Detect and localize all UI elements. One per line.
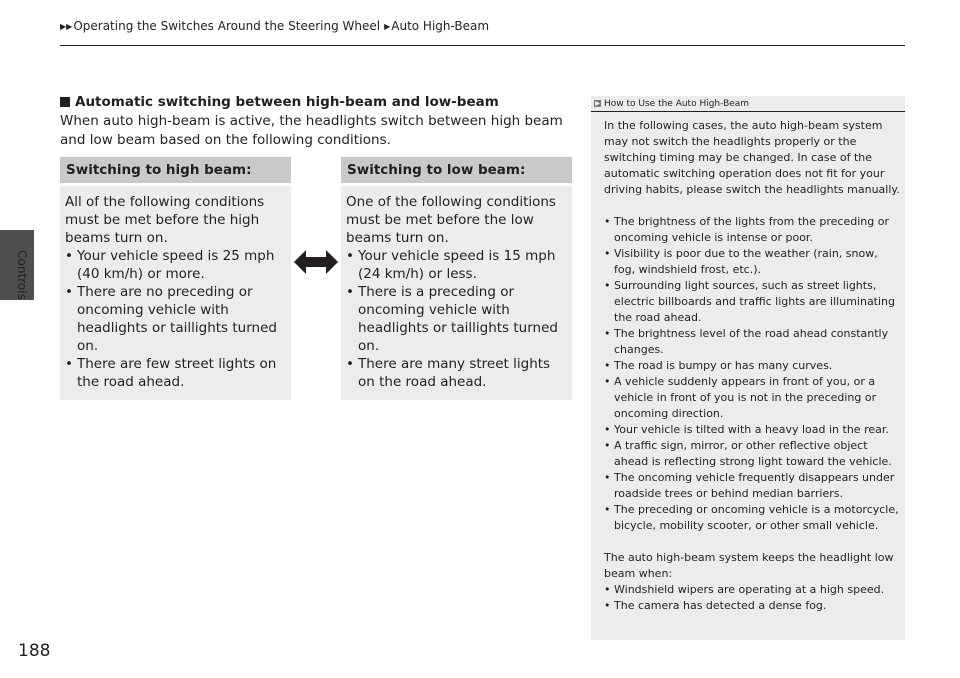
list-item: • Surrounding light sources, such as street lights, electric billboards and traffic lights are illuminating the road ahead. xyxy=(604,278,900,326)
info-low-intro: The auto high-beam system keeps the headlight low beam when: xyxy=(604,551,894,580)
list-item: • The camera has detected a dense fog. xyxy=(604,598,900,614)
info-title: How to Use the Auto High-Beam xyxy=(604,98,750,109)
list-item: • The oncoming vehicle frequently disappears under roadside trees or behind median barriers. xyxy=(604,470,900,502)
info-case-list xyxy=(604,214,900,534)
list-item: • The brightness of the lights from the preceding or oncoming vehicle is intense or poor. xyxy=(604,214,900,246)
list-item: • Visibility is poor due to the weather (rain, snow, fog, windshield frost, etc.). xyxy=(604,246,900,278)
list-item: • The road is bumpy or has many curves. xyxy=(604,358,900,374)
low-beam-conditions xyxy=(341,157,572,400)
breadcrumb-arrow-icon: ▶▶ xyxy=(60,21,73,31)
breadcrumb-page-link[interactable]: Auto High-Beam xyxy=(391,19,490,33)
list-item: • There are no preceding or oncoming vehicle with headlights or taillights turned on. xyxy=(65,283,286,355)
low-beam-list xyxy=(346,247,567,391)
info-title-row[interactable] xyxy=(591,96,905,112)
header-divider xyxy=(60,45,905,46)
high-beam-lead: All of the following conditions must be met before the high beams turn on. xyxy=(65,194,265,246)
info-sidebar xyxy=(591,96,905,640)
high-beam-list xyxy=(65,247,286,391)
breadcrumb xyxy=(60,19,489,33)
list-item: • Windshield wipers are operating at a high speed. xyxy=(604,582,900,598)
list-item: • The preceding or oncoming vehicle is a motorcycle, bicycle, mobility scooter, or other small vehicle. xyxy=(604,502,900,534)
list-item: • There are many street lights on the road ahead. xyxy=(346,355,567,391)
breadcrumb-arrow-icon: ▶ xyxy=(384,21,391,31)
list-item: • A vehicle suddenly appears in front of you, or a vehicle in front of you is not in the preceding or oncoming direction. xyxy=(604,374,900,422)
high-beam-conditions xyxy=(60,157,291,400)
breadcrumb-section-link[interactable]: Operating the Switches Around the Steering Wheel xyxy=(73,19,381,33)
list-item: • Your vehicle speed is 15 mph (24 km/h) or less. xyxy=(346,247,567,283)
list-item: • A traffic sign, mirror, or other reflective object ahead is reflecting strong light toward the vehicle. xyxy=(604,438,900,470)
info-paragraph: In the following cases, the auto high-beam system may not switch the headlights properly or the switching timing may be changed. In case of the automatic switching operation does not fit for your driving habits, please switch the headlights manually. xyxy=(604,119,900,196)
page-number: 188 xyxy=(18,641,51,661)
reference-icon: ▶ xyxy=(595,100,600,107)
high-beam-body xyxy=(60,186,291,400)
section-intro: When auto high-beam is active, the headlights switch between high beam and low beam based on the following conditions. xyxy=(60,113,563,148)
list-item: • Your vehicle speed is 25 mph (40 km/h) or more. xyxy=(65,247,286,283)
section-title-text: Automatic switching between high-beam and low-beam xyxy=(75,94,499,110)
low-beam-lead: One of the following conditions must be met before the low beams turn on. xyxy=(346,194,556,246)
section-title xyxy=(60,94,499,110)
double-arrow-icon xyxy=(294,249,338,275)
chapter-tab-label: Controls xyxy=(15,250,29,300)
list-item: • Your vehicle is tilted with a heavy load in the rear. xyxy=(604,422,900,438)
low-beam-header: Switching to low beam: xyxy=(341,157,572,183)
info-low-list xyxy=(604,582,900,614)
square-bullet-icon xyxy=(60,97,70,107)
low-beam-body xyxy=(341,186,572,400)
info-content xyxy=(604,118,900,614)
list-item: • The brightness level of the road ahead constantly changes. xyxy=(604,326,900,358)
list-item: • There are few street lights on the road ahead. xyxy=(65,355,286,391)
list-item: • There is a preceding or oncoming vehicle with headlights or taillights turned on. xyxy=(346,283,567,355)
high-beam-header: Switching to high beam: xyxy=(60,157,291,183)
